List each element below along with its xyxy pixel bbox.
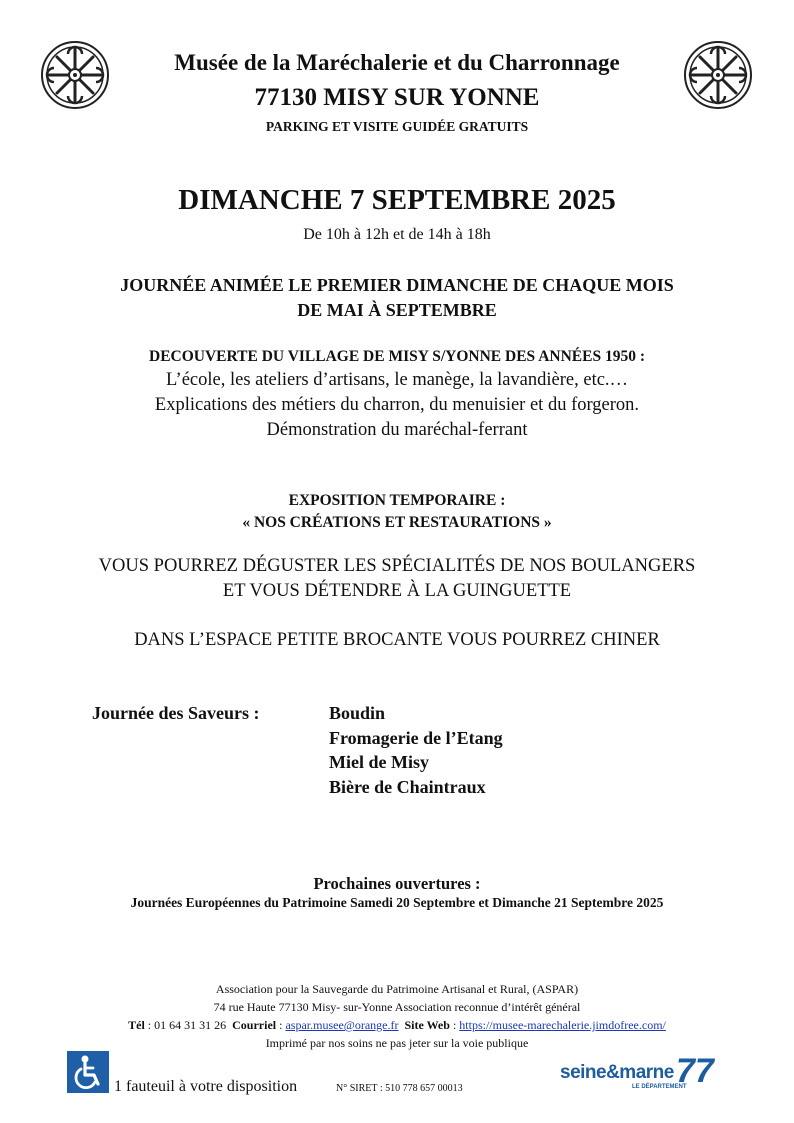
discovery-line-1: L’école, les ateliers d’artisans, le manège, la lavandière, etc.… <box>165 370 629 390</box>
list-item: Bière de Chaintraux <box>329 776 486 797</box>
next-openings-heading: Prochaines ouvertures : <box>313 874 481 893</box>
list-item: Fromagerie de l’Etang <box>329 727 503 748</box>
brocante-line: DANS L’ESPACE PETITE BROCANTE VOUS POURREZ CHINER <box>134 630 660 650</box>
guinguette-line: ET VOUS DÉTENDRE À LA GUINGUETTE <box>222 581 572 601</box>
web-separator: : <box>449 1018 460 1032</box>
next-openings-detail: Journées Européennes du Patrimoine Samedi 20 Septembre et Dimanche 21 Septembre 2025 <box>130 895 664 910</box>
event-hours: De 10h à 12h et de 14h à 18h <box>303 226 491 243</box>
saveurs-list <box>329 703 503 801</box>
logo-number: 77 <box>676 1052 714 1090</box>
web-label: Site Web <box>404 1018 450 1032</box>
list-item: Boudin <box>329 703 386 723</box>
event-date: DIMANCHE 7 SEPTEMBRE 2025 <box>178 184 616 216</box>
discovery-line-2: Explications des métiers du charron, du menuisier et du forgeron. <box>154 395 640 415</box>
association-address: 74 rue Haute 77130 Misy- sur-Yonne Association reconnue d’intérêt général <box>213 1000 581 1014</box>
discovery-line-3: Démonstration du maréchal-ferrant <box>266 420 528 440</box>
tasting-line: VOUS POURREZ DÉGUSTER LES SPÉCIALITÉS DE NOS BOULANGERS <box>98 556 696 576</box>
wheelchair-icon <box>67 1051 109 1093</box>
seine-et-marne-logo <box>560 1052 735 1098</box>
parking-notice: PARKING ET VISITE GUIDÉE GRATUITS <box>265 119 529 134</box>
website-link[interactable]: https://musee-marechalerie.jimdofree.com/ <box>459 1018 666 1032</box>
exhibition-title: « NOS CRÉATIONS ET RESTAURATIONS » <box>242 514 552 531</box>
saveurs-label: Journée des Saveurs : <box>92 703 260 723</box>
siret: N° SIRET : 510 778 657 00013 <box>336 1083 463 1094</box>
email-link[interactable]: aspar.musee@orange.fr <box>285 1018 399 1032</box>
animation-line-2: DE MAI À SEPTEMBRE <box>297 300 497 320</box>
discovery-heading: DECOUVERTE DU VILLAGE DE MISY S/YONNE DES ANNÉES 1950 : <box>149 348 645 365</box>
email-separator: : <box>276 1018 286 1032</box>
tel-label: Tél <box>128 1018 145 1032</box>
animation-line-1: JOURNÉE ANIMÉE LE PREMIER DIMANCHE DE CHAQUE MOIS <box>120 275 674 295</box>
museum-address: 77130 MISY SUR YONNE <box>254 84 540 111</box>
tel-value: : 01 64 31 31 26 <box>144 1018 233 1032</box>
logo-subtitle: LE DÉPARTEMENT <box>632 1084 687 1090</box>
exhibition-heading: EXPOSITION TEMPORAIRE : <box>288 492 506 509</box>
list-item: Miel de Misy <box>329 752 429 772</box>
museum-title: Musée de la Maréchalerie et du Charronnage <box>174 50 620 75</box>
logo-brand: seine&marne <box>560 1062 674 1083</box>
print-notice: Imprimé par nos soins ne pas jeter sur la voie publique <box>265 1036 529 1050</box>
email-label: Courriel <box>232 1018 277 1032</box>
association-name: Association pour la Sauvegarde du Patrimoine Artisanal et Rural, (ASPAR) <box>215 982 579 996</box>
contact-line <box>0 1017 794 1034</box>
wheelchair-text: 1 fauteuil à votre disposition <box>114 1078 298 1095</box>
